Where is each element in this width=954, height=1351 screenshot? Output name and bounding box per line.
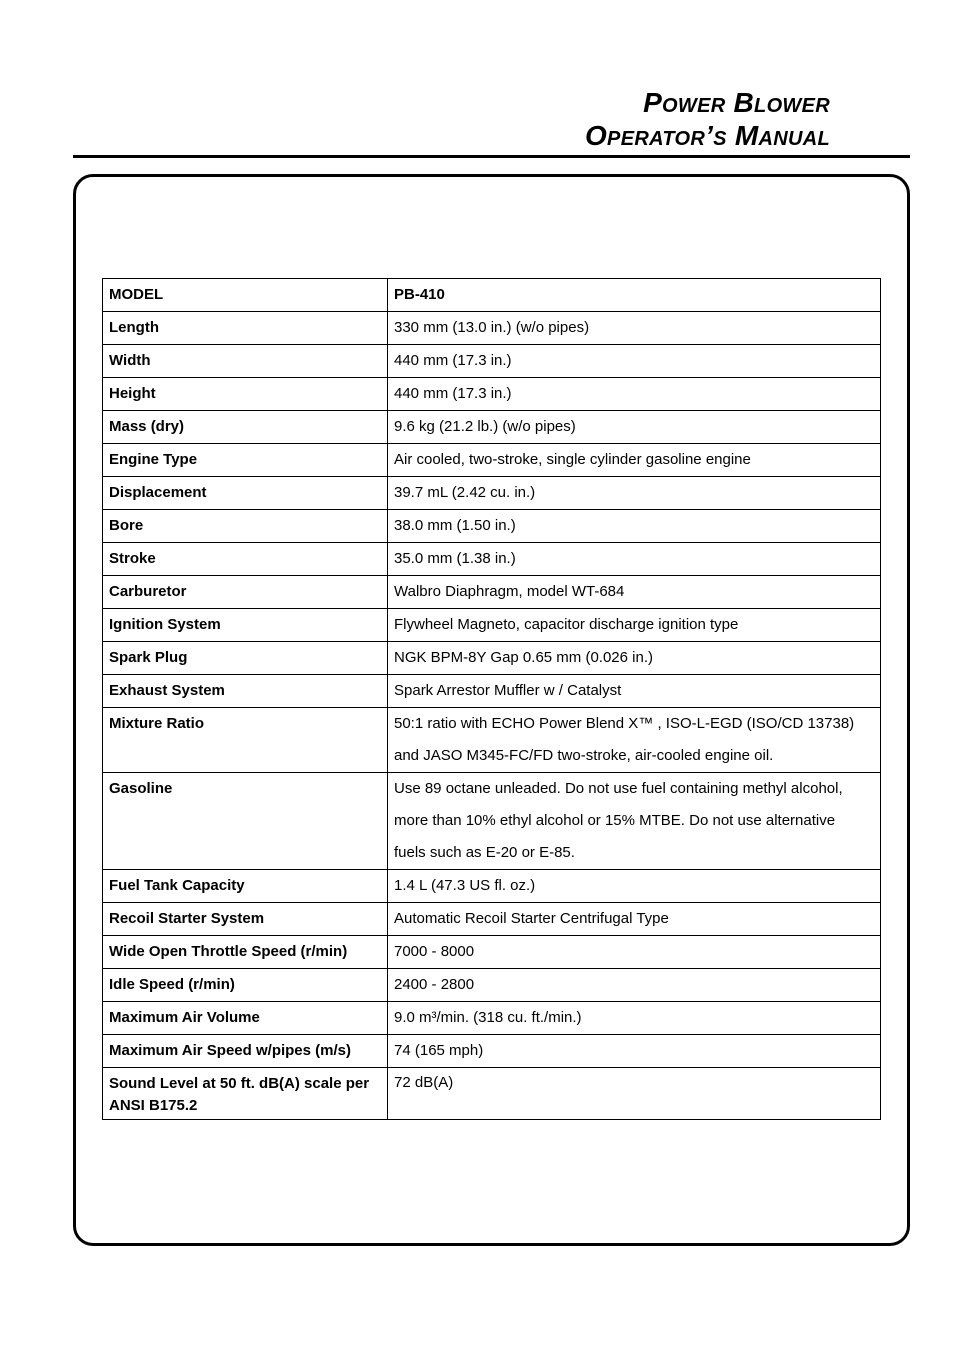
spec-label: Bore — [103, 510, 388, 543]
spec-label: Stroke — [103, 543, 388, 576]
spec-label: Fuel Tank Capacity — [103, 870, 388, 903]
table-row — [103, 345, 881, 378]
table-row — [103, 969, 881, 1002]
spec-value: 330 mm (13.0 in.) (w/o pipes) — [388, 312, 881, 345]
table-row — [103, 312, 881, 345]
header-title-line1: Power Blower — [643, 87, 830, 118]
spec-value: 2400 - 2800 — [388, 969, 881, 1002]
spec-value: Automatic Recoil Starter Centrifugal Type — [388, 903, 881, 936]
specifications-table — [102, 278, 881, 1120]
spec-label: Engine Type — [103, 444, 388, 477]
spec-value: 1.4 L (47.3 US fl. oz.) — [388, 870, 881, 903]
spec-value: Walbro Diaphragm, model WT-684 — [388, 576, 881, 609]
spec-value: 9.6 kg (21.2 lb.) (w/o pipes) — [388, 411, 881, 444]
manual-header — [585, 86, 830, 152]
spec-label: Height — [103, 378, 388, 411]
spec-value: 74 (165 mph) — [388, 1035, 881, 1068]
table-row — [103, 870, 881, 903]
spec-label-line: ANSI B175.2 — [109, 1097, 198, 1114]
spec-label: Mass (dry) — [103, 411, 388, 444]
spec-value-line: 50:1 ratio with ECHO Power Blend X™ , ISO-L-EGD (ISO/CD 13738) — [394, 715, 855, 732]
spec-label: Mixture Ratio — [103, 708, 388, 773]
spec-label: Gasoline — [103, 773, 388, 870]
table-row — [103, 708, 881, 773]
spec-value: 38.0 mm (1.50 in.) — [388, 510, 881, 543]
table-row — [103, 1068, 881, 1120]
table-row — [103, 1002, 881, 1035]
spec-value: 35.0 mm (1.38 in.) — [388, 543, 881, 576]
spec-value: 39.7 mL (2.42 cu. in.) — [388, 477, 881, 510]
table-row — [103, 378, 881, 411]
spec-label: Wide Open Throttle Speed (r/min) — [103, 936, 388, 969]
spec-value-multiline — [388, 773, 881, 870]
spec-value: Spark Arrestor Muffler w / Catalyst — [388, 675, 881, 708]
spec-label: Maximum Air Speed w/pipes (m/s) — [103, 1035, 388, 1068]
spec-label: MODEL — [103, 279, 388, 312]
spec-label: Width — [103, 345, 388, 378]
table-row — [103, 543, 881, 576]
table-row — [103, 903, 881, 936]
spec-value-line: Use 89 octane unleaded. Do not use fuel containing methyl alcohol, — [394, 780, 843, 797]
table-row — [103, 510, 881, 543]
table-row — [103, 411, 881, 444]
table-row — [103, 773, 881, 870]
table-row — [103, 279, 881, 312]
table-row — [103, 444, 881, 477]
spec-label: Length — [103, 312, 388, 345]
spec-value: 72 dB(A) — [388, 1068, 881, 1120]
table-row — [103, 675, 881, 708]
spec-value: PB-410 — [388, 279, 881, 312]
header-title-line2: Operator’s Manual — [584, 120, 830, 151]
table-row — [103, 609, 881, 642]
spec-value-line: fuels such as E-20 or E-85. — [394, 844, 575, 861]
spec-label: Idle Speed (r/min) — [103, 969, 388, 1002]
header-divider — [73, 155, 910, 158]
spec-value: 7000 - 8000 — [388, 936, 881, 969]
table-row — [103, 477, 881, 510]
spec-label: Ignition System — [103, 609, 388, 642]
spec-value-line: more than 10% ethyl alcohol or 15% MTBE. Do not use alternative — [394, 812, 836, 829]
spec-label-line: Sound Level at 50 ft. dB(A) scale per — [109, 1075, 370, 1092]
spec-label: Carburetor — [103, 576, 388, 609]
spec-value: 440 mm (17.3 in.) — [388, 378, 881, 411]
table-row — [103, 1035, 881, 1068]
spec-value: NGK BPM-8Y Gap 0.65 mm (0.026 in.) — [388, 642, 881, 675]
spec-label: Recoil Starter System — [103, 903, 388, 936]
spec-label: Spark Plug — [103, 642, 388, 675]
table-row — [103, 576, 881, 609]
spec-value: 9.0 m³/min. (318 cu. ft./min.) — [388, 1002, 881, 1035]
table-row — [103, 642, 881, 675]
table-row — [103, 936, 881, 969]
spec-value: 440 mm (17.3 in.) — [388, 345, 881, 378]
spec-label: Maximum Air Volume — [103, 1002, 388, 1035]
spec-label-multiline — [103, 1068, 388, 1120]
spec-value-multiline — [388, 708, 881, 773]
spec-value: Air cooled, two-stroke, single cylinder gasoline engine — [388, 444, 881, 477]
spec-value: Flywheel Magneto, capacitor discharge ignition type — [388, 609, 881, 642]
spec-value-line: and JASO M345-FC/FD two-stroke, air-cooled engine oil. — [394, 747, 774, 764]
spec-label: Exhaust System — [103, 675, 388, 708]
spec-label: Displacement — [103, 477, 388, 510]
